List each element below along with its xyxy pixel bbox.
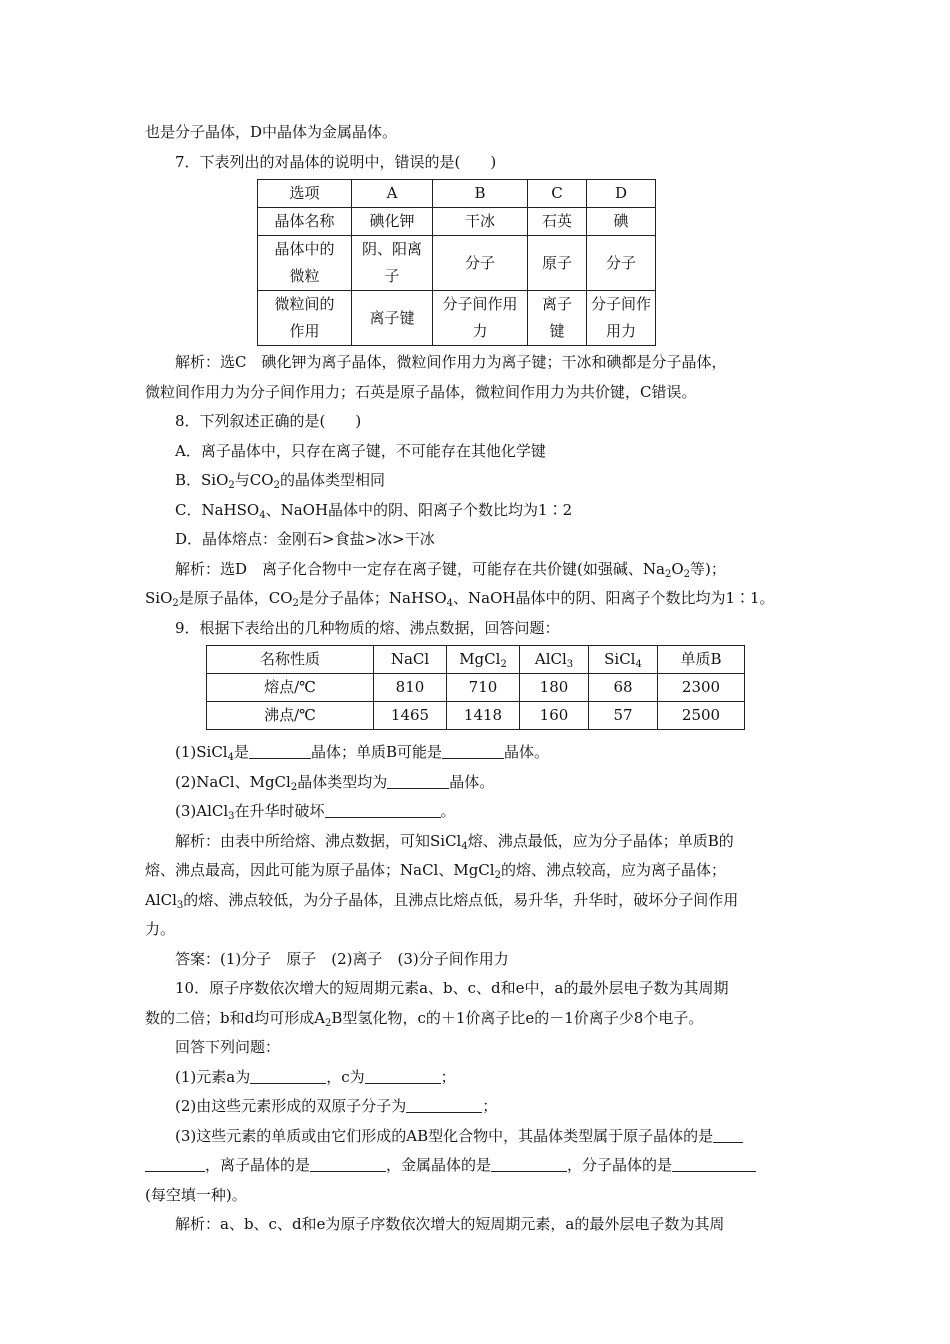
cell-line: 微粒: [289, 267, 320, 285]
table-cell: 2500: [658, 702, 745, 730]
table-cell: C: [528, 180, 587, 208]
cell-line: 分子间作: [590, 295, 651, 313]
table-cell: 干冰: [433, 208, 528, 236]
cell-line: 用力: [605, 322, 636, 340]
analysis-10: 解析：a、b、c、d和e为原子序数依次增大的短周期元素，a的最外层电子数为其周: [175, 1215, 725, 1233]
cell-line: 力: [472, 322, 488, 340]
table-cell: 碘化钾: [352, 208, 433, 236]
answer-blank: [249, 743, 311, 759]
answer-blank: [145, 1156, 205, 1172]
subquestion-9-2: (2)NaCl、MgCl$_2$晶体类型均为 晶体。: [175, 772, 495, 793]
table-q7: [257, 179, 656, 346]
cell-line: 键: [549, 322, 565, 340]
table-cell: AlCl$_3$: [520, 646, 589, 674]
table-cell: [352, 236, 433, 291]
table-cell: [258, 291, 352, 346]
table-cell: 1418: [447, 702, 520, 730]
table-cell: [587, 291, 656, 346]
question-10-prompt: 回答下列问题：: [175, 1038, 281, 1056]
question-7: 7．下表列出的对晶体的说明中，错误的是( ): [175, 152, 497, 171]
subquestion-9-3: (3)AlCl$_3$在升华时破坏 。: [175, 802, 456, 822]
table-cell: 2300: [658, 674, 745, 702]
table-cell: 710: [447, 674, 520, 702]
table-cell: 石英: [528, 208, 587, 236]
answer-blank: [713, 1127, 743, 1143]
table-cell: 原子: [528, 236, 587, 291]
answer-blank: [442, 743, 504, 759]
table-cell: 熔点/℃: [207, 674, 374, 702]
subquestion-9-1: (1)SiCl$_4$是 晶体；单质B可能是 晶体。: [175, 743, 550, 763]
paragraph: 也是分子晶体，D中晶体为金属晶体。: [145, 123, 398, 141]
cell-line: 阴、阳离: [361, 240, 422, 258]
table-cell: 57: [589, 702, 658, 730]
table-cell: 180: [520, 674, 589, 702]
analysis-9: 解析：由表中所给熔、沸点数据，可知SiCl$_4$熔、沸点最低，应为分子晶体；单质B的: [175, 831, 734, 852]
question-9: 9．根据下表给出的几种物质的熔、沸点数据，回答问题：: [175, 618, 560, 637]
analysis-8-cont: SiO$_2$是原子晶体，$CO_2$是分子晶体；NaHSO$_4$、NaOH晶体中的阴、阳离子个数比均为1∶1。: [145, 589, 775, 609]
question-10: 10．原子序数依次增大的短周期元素a、b、c、d和e中，a的最外层电子数为其周期: [175, 979, 729, 997]
table-cell: SiCl$_4$: [589, 646, 658, 674]
table-cell: 1465: [374, 702, 447, 730]
table-row: [258, 208, 656, 236]
option-a: A．离子晶体中，只存在离子键，不可能存在其他化学键: [175, 441, 546, 460]
table-cell: 分子: [587, 236, 656, 291]
table-row: [207, 702, 745, 730]
option-c: C．NaHSO$_4$、NaOH晶体中的阴、阳离子个数比均为1∶2: [175, 500, 573, 521]
table-cell: 选项: [258, 180, 352, 208]
cell-line: 微粒间的: [274, 295, 335, 313]
document-page: [145, 118, 810, 1240]
answer-blank: [672, 1156, 756, 1172]
analysis-8: 解析：选D 离子化合物中一定存在离子键，可能存在共价键(如强碱、$Na_2O_2$等)；: [175, 559, 726, 580]
table-cell: 碘: [587, 208, 656, 236]
question-8: 8．下列叙述正确的是( ): [175, 412, 362, 430]
table-cell: A: [352, 180, 433, 208]
table-row: [258, 291, 656, 346]
table-cell: MgCl$_2$: [447, 646, 520, 674]
subquestion-10-2: (2)由这些元素形成的双原子分子为 ；: [175, 1097, 498, 1115]
question-10-cont: 数的二倍；b和d均可形成$A_2B$型氢化物，c的＋1价离子比e的－1价离子少8个电子。: [145, 1008, 704, 1029]
table-cell: 分子: [433, 236, 528, 291]
table-cell: 名称性质: [207, 646, 374, 674]
subquestion-10-1: (1)元素a为 ，c为 ；: [175, 1067, 456, 1086]
analysis-9-cont: 熔、沸点最高，因此可能为原子晶体；NaCl、MgCl$_2$的熔、沸点较高，应为离子晶体；: [145, 861, 726, 881]
table-cell: [528, 291, 587, 346]
cell-line: 晶体中的: [274, 240, 335, 258]
cell-line: 子: [384, 267, 400, 285]
table-cell: 晶体名称: [258, 208, 352, 236]
table-cell: [258, 236, 352, 291]
subquestion-10-3-note: (每空填一种)。: [145, 1185, 247, 1204]
cell-line: 作用: [289, 322, 320, 340]
cell-line: 离子: [541, 295, 572, 313]
table-cell: 810: [374, 674, 447, 702]
answer-blank: [491, 1156, 567, 1172]
table-row: [258, 180, 656, 208]
table-row: [258, 236, 656, 291]
subquestion-10-3: (3)这些元素的单质或由它们形成的AB型化合物中，其晶体类型属于原子晶体的是: [145, 1122, 810, 1152]
table-cell: 离子键: [352, 291, 433, 346]
option-b: B．SiO$_2$与$CO_2$的晶体类型相同: [175, 471, 385, 491]
answer-9: 答案：(1)分子 原子 (2)离子 (3)分子间作用力: [175, 949, 509, 968]
table-row: [207, 646, 745, 674]
answer-blank: [250, 1068, 326, 1084]
table-cell: 68: [589, 674, 658, 702]
table-cell: 160: [520, 702, 589, 730]
answer-blank: [387, 773, 449, 789]
table-cell: [433, 291, 528, 346]
answer-blank: [365, 1068, 441, 1084]
answer-blank: [325, 802, 441, 818]
cell-line: 分子间作用: [442, 295, 518, 313]
answer-blank: [310, 1156, 386, 1172]
table-q9: [206, 645, 745, 730]
option-d: D．晶体熔点：金刚石>食盐>冰>干冰: [175, 530, 435, 548]
table-cell: B: [433, 180, 528, 208]
table-cell: 单质B: [658, 646, 745, 674]
analysis-7: 解析：选C 碘化钾为离子晶体，微粒间作用力为离子键；干冰和碘都是分子晶体，: [175, 353, 727, 371]
analysis-9-cont: AlCl$_3$的熔、沸点较低，为分子晶体，且沸点比熔点低，易升华，升华时，破坏分子间作用: [145, 890, 739, 911]
answer-blank: [406, 1097, 482, 1113]
analysis-9-cont: 力。: [145, 920, 176, 938]
subquestion-10-3-cont: ，离子晶体的是 ，金属晶体的是 ，分子晶体的是: [145, 1151, 810, 1181]
table-row: [207, 674, 745, 702]
table-cell: 沸点/℃: [207, 702, 374, 730]
analysis-7-cont: 微粒间作用力为分子间作用力；石英是原子晶体，微粒间作用力为共价键，C错误。: [145, 382, 697, 401]
table-cell: NaCl: [374, 646, 447, 674]
table-cell: D: [587, 180, 656, 208]
